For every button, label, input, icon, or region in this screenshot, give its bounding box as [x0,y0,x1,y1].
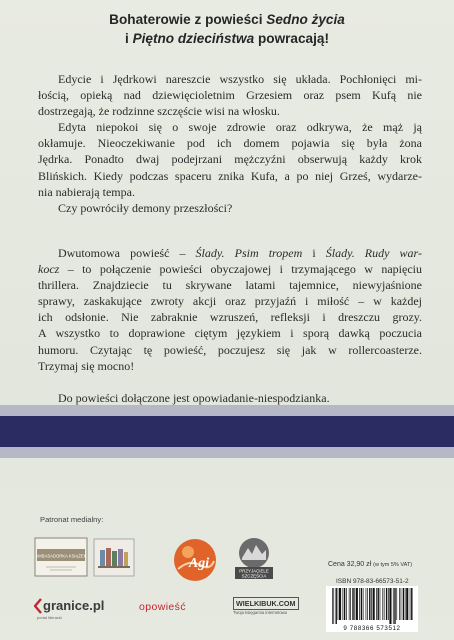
barcode-bar [373,588,375,620]
barcode-bar [382,588,383,620]
text-line: sprawy, zaskakujące zwroty akcji oraz przyjaźń i miłość – w każdej [38,294,422,309]
text-line: thrillera. Znajdziecie tu skrywane latami tajemnice, niewyjaśnione [38,278,422,293]
text-line: ich odsłonie. Nie zabraknie wzruszeń, refleksji i dreszczu grozy. [38,310,422,325]
barcode-bar [367,588,368,620]
text-line: humoru. Czytając tę powieść, poczujesz się jak w rollercoasterze. [38,342,422,357]
description-paragraph [38,245,422,374]
barcode-bar [406,588,408,620]
text-line: Jędrka. Ponadto dwaj podejrzani mężczyźni obserwują każdy krok [38,152,422,167]
pietno-dziecinstwa-title: Piętno dzieciństwa [132,31,255,46]
barcode-bar [361,588,362,620]
text-line: Trzymaj się mocno! [38,358,135,373]
barcode-bar [350,588,351,620]
barcode-bar [403,588,404,620]
barcode-digits: 9 788366 573512 [326,625,418,632]
text-line: Dwutomowa powieść – Ślady. Psim tropem i Ślady. Rudy war- [58,246,422,260]
barcode-bar [369,588,370,620]
barcode-bar [359,588,360,620]
barcode-bar [376,588,377,620]
headline-line-2: i Piętno dzieciństwa powracają! [125,31,329,46]
text-line: Czy powróciły demony przeszłości? [58,200,233,215]
description-note [38,390,422,406]
barcode-bar [371,588,372,620]
barcode-bar [332,588,333,624]
barcode-bar [356,588,358,620]
barcode-bars [326,586,418,624]
wielkibuk-logo [233,597,305,621]
opowiesc-logo [139,597,207,611]
description [38,245,422,406]
barcode-bar [339,588,341,620]
isbn: ISBN 978-83-66573-51-2 [336,578,409,585]
price-vat: (w tym 5% VAT) [373,562,413,568]
granice-text: granice.pl [43,598,105,613]
barcode-bar [344,588,345,620]
ambasadorka-text: AMBASADORKA KSIĄŻEK [35,553,87,559]
headline-line-1: Bohaterowie z powieści Sedno życia [109,12,345,27]
text-line: Edycie i Jędrkowi nareszcie wszystko się układa. Pochłonięci mi- [58,72,422,86]
barcode-bar [338,588,339,620]
opowiesc-text: opowieść [139,601,186,613]
text-line: okłamuje. Nieoczekiwanie pod ich domem pojawia się była żona [38,136,422,151]
books-logo [93,538,135,577]
przyjaciele-top-text: PRZYJACIELE [239,568,269,574]
text-line: kocz – to połączenie powieści obyczajowej i trzymającego w napięciu [38,262,422,277]
barcode-bar [399,588,400,620]
text-line: Edyta niepokoi się o swoje zdrowie oraz odkrywa, że mąż ją [58,120,422,135]
barcode-bar [343,588,344,620]
barcode-bar [333,588,334,624]
text-line: Blińskich. Kiedy podczas spaceru znika Kufa, a po niej Grześ, wydarze- [38,168,422,183]
barcode-bar [401,588,402,620]
sedno-zycia-title: Sedno życia [266,12,345,27]
barcode-bar [352,588,353,620]
text-line: Do powieści dołączone jest opowiadanie-niespodzianka. [58,390,330,405]
blurb-paragraph-1 [38,71,422,119]
barcode-bar [410,588,411,620]
blurb [38,71,422,216]
blurb-paragraph-2 [38,119,422,199]
slady-psim-tropem-title: Ślady. Psim tropem [195,246,303,260]
barcode-bar [386,588,387,620]
barcode-bar [346,588,347,620]
text-line: A wszystko to doprawione ciętym językiem i sporą dawką poczucia [38,326,422,341]
barcode-bar [393,588,394,624]
granice-subtext: portal literacki [37,615,62,620]
barcode-bar [354,588,355,620]
barcode-bar [336,588,337,624]
barcode-bar [363,588,364,620]
text-line: nia nabierają tempa. [38,184,135,199]
agi-logo [170,535,220,585]
price-label: Cena 32,90 zł [328,561,372,568]
barcode-bar [388,588,389,620]
patronat-label: Patronat medialny: [40,515,104,524]
barcode-bar [378,588,379,620]
headline [40,10,414,48]
decorative-band-inner [0,416,454,447]
barcode-bar [405,588,406,620]
barcode-bar [396,588,397,620]
granice-logo [34,596,104,624]
barcode-bar [384,588,385,620]
barcode-bar [394,588,395,624]
wielkibuk-text: WIELKIBUK.COM [233,597,299,610]
barcode-bar [366,588,367,620]
ambasadorka-logo [34,537,88,577]
blurb-paragraph-3 [38,200,422,216]
wielkibuk-subtext: Twoja księgarnia internetowa [233,610,288,615]
isbn-barcode [326,586,418,632]
barcode-bar [389,588,391,624]
agi-text: Agi [188,556,210,571]
slady-rudy-warkocz-title: Ślady. Rudy war- [325,246,422,260]
przyjaciele-bottom-text: SZCZĘŚCIA [241,573,267,579]
przyjaciele-szczescia-logo [232,536,276,582]
text-line: łością, opieką nad dziewięcioletnim Grzesiem oraz psem Kufą nie [38,88,422,103]
price [328,561,412,568]
text-line: dostrzegają, że rodzinne szczęście wisi na włosku. [38,104,280,119]
barcode-bar [411,588,412,620]
barcode-bar [349,588,350,620]
barcode-bar [380,588,381,620]
